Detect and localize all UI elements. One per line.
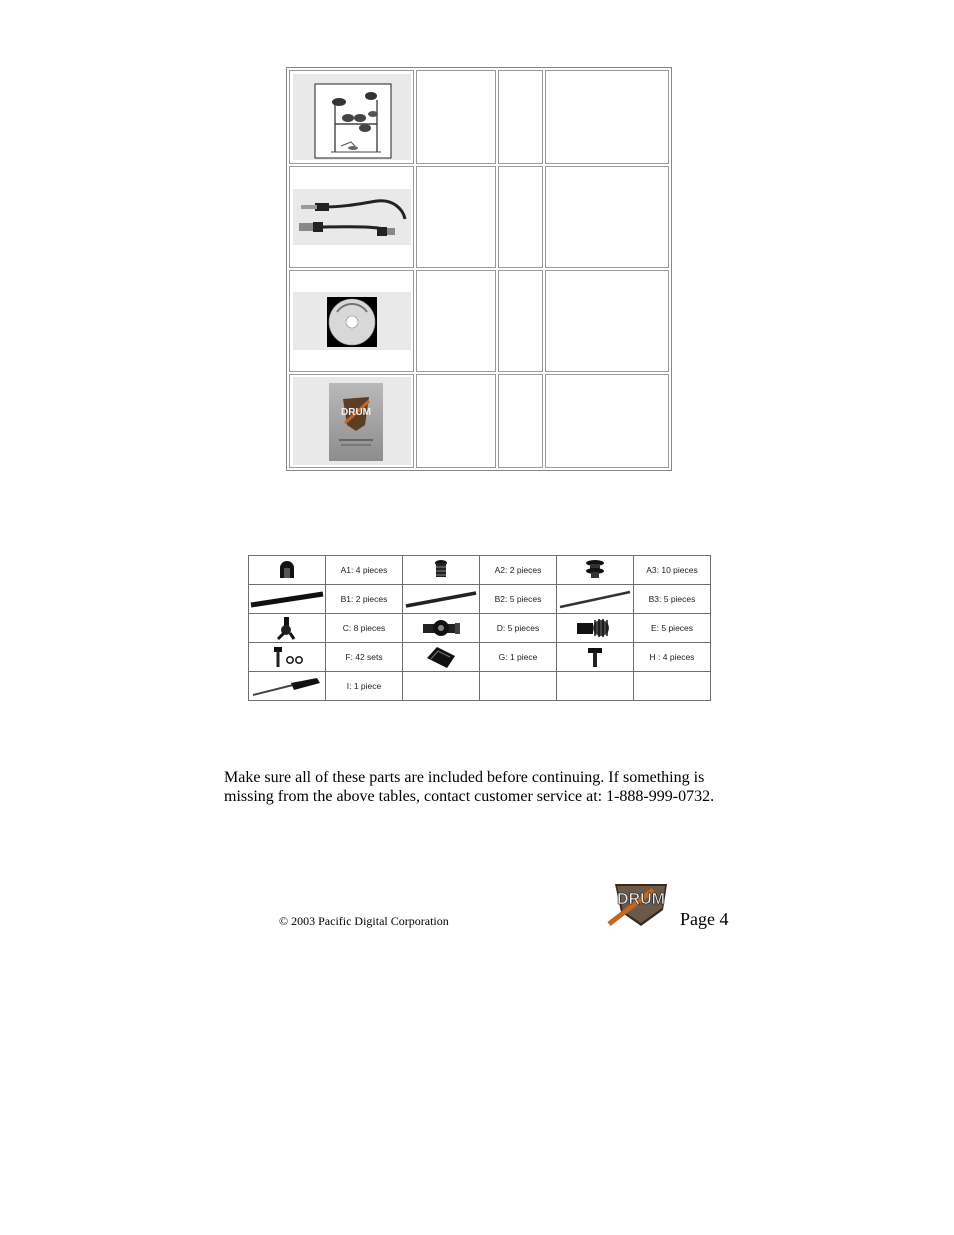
parts-check-note: Make sure all of these parts are included before continuing. If something is missing from the above tables, contact customer service at: 1-888-999-0732. [224, 769, 715, 805]
cd-photo [293, 292, 411, 350]
copyright: © 2003 Pacific Digital Corporation [279, 914, 449, 928]
clamp-icon [419, 616, 463, 640]
part-label-a3: A3: 10 pieces [634, 556, 711, 585]
cap-icon [426, 558, 456, 582]
pedal-plate-icon [421, 644, 461, 670]
knob-clamp-icon [573, 616, 617, 640]
booklet-logo-text: DRUM [340, 407, 371, 418]
parts-table [248, 555, 711, 701]
part-label-b1: B1: 2 pieces [326, 585, 403, 614]
table-row [249, 643, 711, 672]
rod-icon [403, 587, 479, 611]
part-label-d: D: 5 pieces [480, 614, 557, 643]
pad-mount-icon [272, 615, 302, 641]
table-row [289, 166, 669, 268]
table-row [249, 556, 711, 585]
screwdriver-icon [249, 673, 325, 699]
part-label-b3: B3: 5 pieces [634, 585, 711, 614]
table-row [249, 614, 711, 643]
table-row [289, 374, 669, 468]
rod-icon [249, 587, 325, 611]
drum-kit-photo [293, 74, 411, 160]
table-row [249, 672, 711, 701]
page-number: Page 4 [680, 909, 729, 929]
t-screw-icon [580, 644, 610, 670]
part-label-f: F: 42 sets [326, 643, 403, 672]
rubber-grommet-icon [272, 558, 302, 582]
cable-photo [293, 189, 411, 245]
part-label-c: C: 8 pieces [326, 614, 403, 643]
logo-text: DRUM [617, 891, 665, 908]
item-image-cell [289, 70, 414, 164]
part-label-g: G: 1 piece [480, 643, 557, 672]
item-image-cell [289, 166, 414, 268]
part-label-h: H : 4 pieces [634, 643, 711, 672]
part-label-b2: B2: 5 pieces [480, 585, 557, 614]
table-row [289, 70, 669, 164]
drum-logo [607, 880, 671, 933]
table-row [289, 270, 669, 372]
rod-icon [557, 587, 633, 611]
table-row [249, 585, 711, 614]
part-label-i: I: 1 piece [326, 672, 403, 701]
part-label-a2: A2: 2 pieces [480, 556, 557, 585]
bolt-washer-icon [267, 644, 307, 670]
manual-booklet-photo [293, 377, 411, 465]
part-label-e: E: 5 pieces [634, 614, 711, 643]
item-image-cell [289, 374, 414, 468]
item-image-cell [289, 270, 414, 372]
part-label-a1: A1: 4 pieces [326, 556, 403, 585]
included-items-table [286, 67, 672, 471]
spacer-icon [580, 558, 610, 582]
